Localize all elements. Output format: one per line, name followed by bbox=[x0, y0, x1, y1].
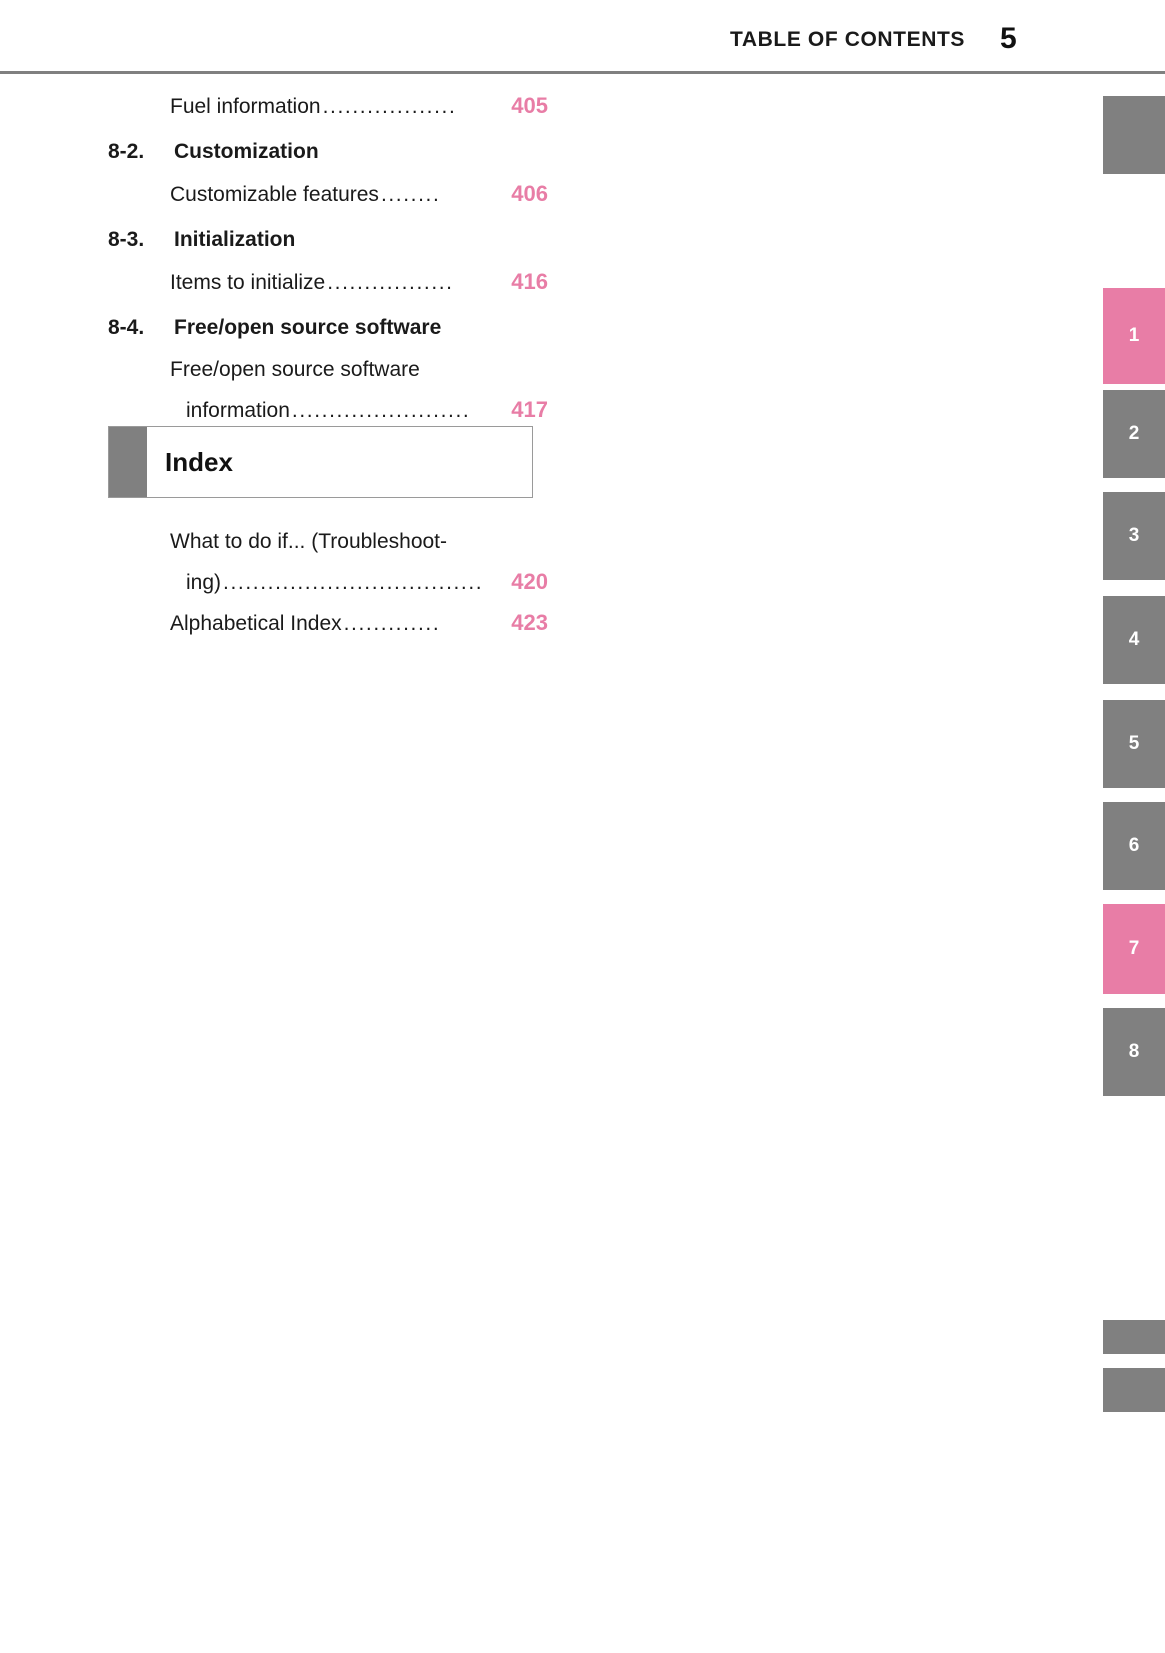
index-entry-page[interactable]: 420 bbox=[511, 569, 548, 594]
index-section-box bbox=[108, 426, 533, 498]
chapter-tab-8[interactable]: 8 bbox=[1103, 1008, 1165, 1096]
chapter-tab-7[interactable]: 7 bbox=[1103, 904, 1165, 994]
chapter-tab-4[interactable]: 4 bbox=[1103, 596, 1165, 684]
toc-entry-page[interactable]: 405 bbox=[511, 93, 548, 118]
table-of-contents bbox=[108, 86, 548, 431]
chapter-tab-blank bbox=[1103, 96, 1165, 174]
page-number: 5 bbox=[1000, 22, 1017, 55]
toc-entry[interactable] bbox=[108, 350, 548, 431]
chapter-tab-blank bbox=[1103, 1368, 1165, 1412]
toc-section-heading bbox=[108, 220, 548, 260]
index-section-title: Index bbox=[165, 446, 233, 477]
toc-section-label: Customization bbox=[174, 140, 319, 163]
toc-entry-leader: ........................ bbox=[291, 399, 471, 422]
chapter-tab-6[interactable]: 6 bbox=[1103, 802, 1165, 890]
toc-entry[interactable] bbox=[108, 86, 548, 127]
chapter-tab-1[interactable]: 1 bbox=[1103, 288, 1165, 384]
toc-entry-page[interactable]: 416 bbox=[511, 269, 548, 294]
toc-entry[interactable] bbox=[108, 174, 548, 215]
chapter-tab-rail bbox=[1103, 0, 1165, 1653]
toc-entry-label: Free/open source software bbox=[170, 358, 420, 381]
toc-section-heading bbox=[108, 132, 548, 172]
index-entry-leader: ................................... bbox=[223, 571, 484, 594]
toc-entry-label: Items to initialize bbox=[170, 271, 326, 294]
toc-section-label: Free/open source software bbox=[174, 316, 442, 339]
index-entry-leader: ............. bbox=[343, 612, 441, 635]
toc-entry-leader: ........ bbox=[380, 183, 441, 206]
toc-entry-leader: ................. bbox=[327, 271, 454, 294]
chapter-tab-5[interactable]: 5 bbox=[1103, 700, 1165, 788]
toc-section-number: 8-3. bbox=[108, 228, 145, 251]
index-entry-page[interactable]: 423 bbox=[511, 610, 548, 635]
toc-entry-label: Fuel information bbox=[170, 95, 321, 118]
toc-section-heading bbox=[108, 308, 548, 348]
index-entry-label: What to do if... (Troubleshoot- bbox=[170, 530, 448, 553]
list-item[interactable] bbox=[108, 522, 548, 603]
header-divider bbox=[0, 71, 1165, 74]
chapter-tab-3[interactable]: 3 bbox=[1103, 492, 1165, 580]
page-title: TABLE OF CONTENTS bbox=[730, 28, 965, 51]
index-entry-list bbox=[108, 522, 548, 644]
toc-entry-page[interactable]: 417 bbox=[511, 397, 548, 422]
toc-section-number: 8-4. bbox=[108, 316, 145, 339]
toc-entry-label: Customizable features bbox=[170, 183, 379, 206]
toc-entry[interactable] bbox=[108, 262, 548, 303]
toc-section-label: Initialization bbox=[174, 228, 296, 251]
chapter-tab-2[interactable]: 2 bbox=[1103, 390, 1165, 478]
toc-section-number: 8-2. bbox=[108, 140, 145, 163]
chapter-tab-blank bbox=[1103, 1320, 1165, 1354]
page-header bbox=[0, 0, 1165, 72]
toc-entry-label-cont: information bbox=[186, 399, 290, 422]
index-tab-marker bbox=[109, 427, 147, 497]
list-item[interactable] bbox=[108, 603, 548, 644]
index-entry-label-cont: ing) bbox=[186, 571, 222, 594]
index-entry-label: Alphabetical Index bbox=[170, 612, 342, 635]
toc-entry-leader: .................. bbox=[322, 95, 457, 118]
toc-entry-page[interactable]: 406 bbox=[511, 181, 548, 206]
